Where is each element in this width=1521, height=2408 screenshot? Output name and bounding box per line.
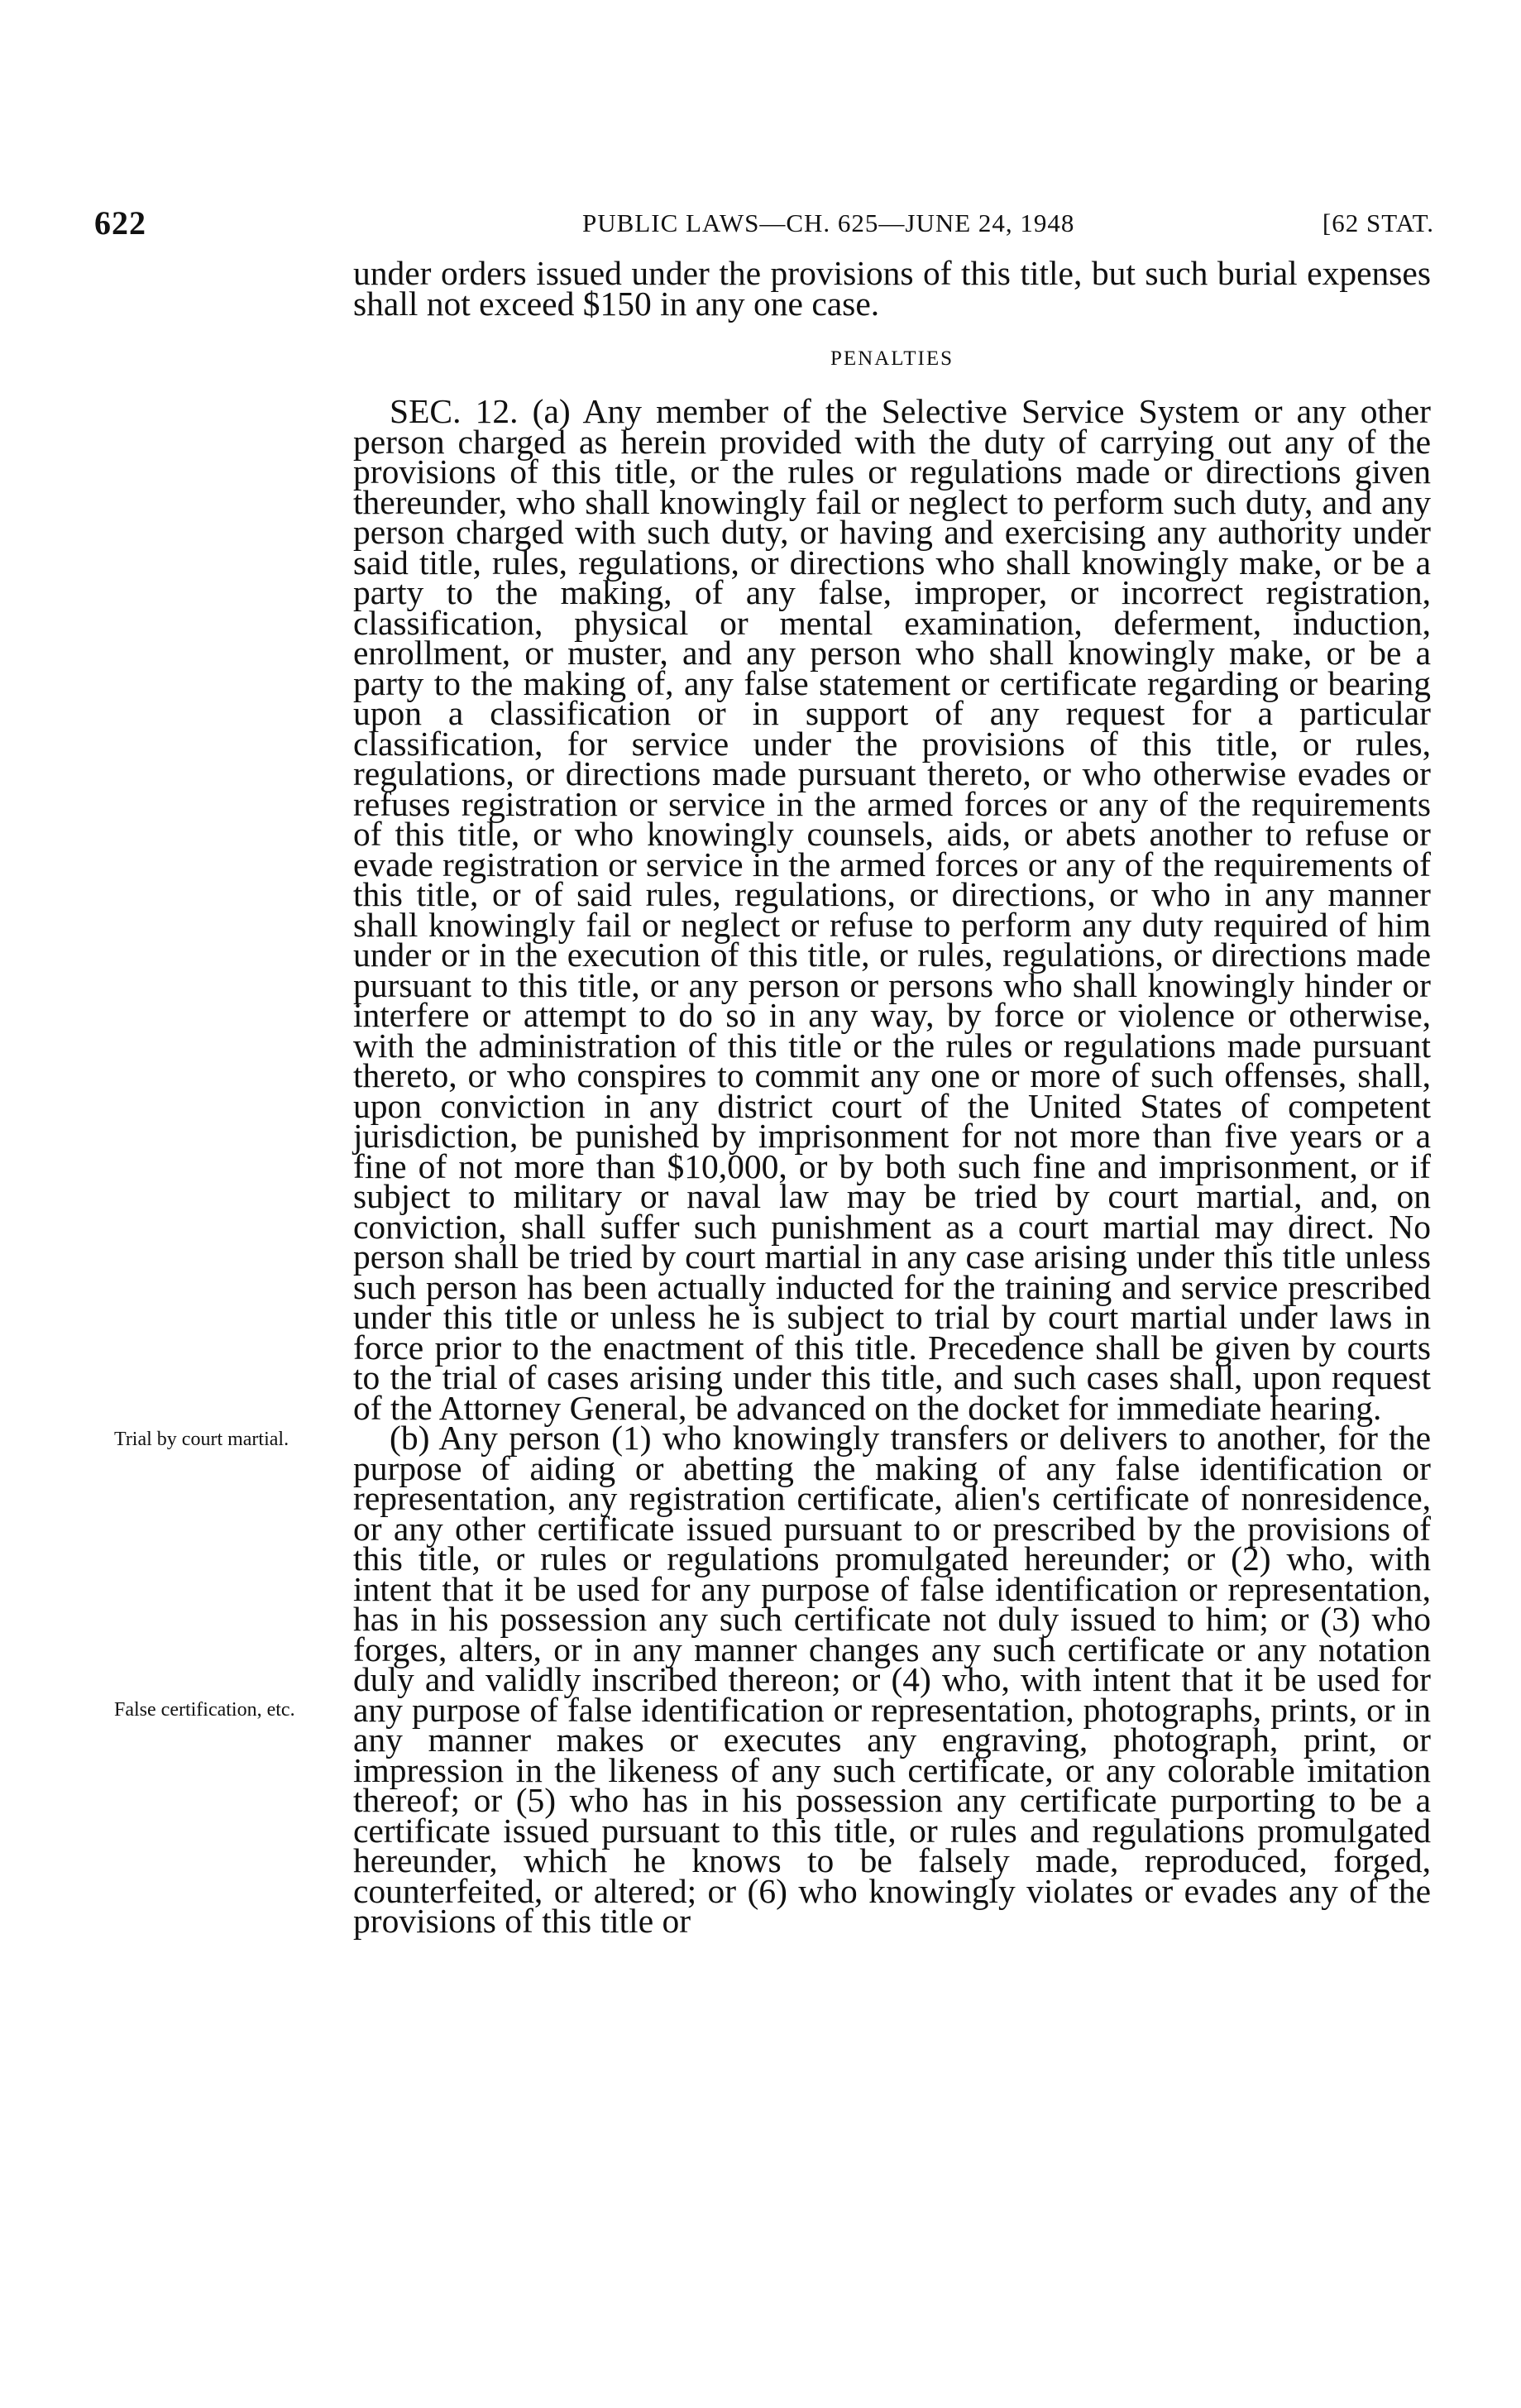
- paragraph-a-text: (a) Any member of the Selective Service System or any other person charged as herein provided with the duty of carrying out any of the provisions of this title, or the rules or regulations made or directions given thereunder, who shall knowingly fail or neglect to perform such duty, and any person charged with such duty, or having and exercising any authority under said title, rules, regulations, or directions who shall knowingly make, or be a party to the making, of any false, improper, or incorrect registration, classification, physical or mental examination, deferment, induction, enrollment, or muster, and any person who shall knowingly make, or be a party to the making of, any false statement or certificate regarding or bearing upon a classification or in support of any request for a particular classification, for service under the provisions of this title, or rules, regulations, or directions made pursuant thereto, or who otherwise evades or refuses registration or service in the armed forces or any of the requirements of this title, or who knowingly counsels, aids, or abets another to refuse or evade registration or service in the armed forces or any of the requirements of this title, or of said rules, regulations, or directions, or who in any manner shall knowingly fail or neglect or refuse to perform any duty required of him under or in the execution of this title, or rules, regulations, or directions made pursuant to this title, or any person or persons who shall knowingly hinder or interfere or attempt to do so in any way, by force or violence or otherwise, with the administration of this title or the rules or regulations made pursuant thereto, or who conspires to commit any one or more of such offenses, shall, upon conviction in any district court of the United States of competent jurisdiction, be punished by imprisonment for not more than five years or a fine of not more than $10,000, or by both such fine and imprisonment, or if subject to military or naval law may be tried by court martial, and, on conviction, shall suffer such punishment as a court martial may direct. No person shall be tried by court martial in any case arising under this title unless such person has been actually inducted for the training and service prescribed under this title or unless he is subject to trial by court martial under laws in force prior to the enactment of this title. Precedence shall be given by courts to the trial of cases arising under this title, and such cases shall, upon request of the Attorney General, be advanced on the docket for immediate hearing.: [353, 392, 1431, 1427]
- statute-reference: [62 STAT.: [1322, 208, 1434, 237]
- marginal-note-false-certification: False certification, etc.: [114, 1699, 295, 1721]
- section-heading: PENALTIES: [830, 347, 954, 370]
- running-head: PUBLIC LAWS—CH. 625—JUNE 24, 1948: [582, 208, 1075, 237]
- section-label: SEC. 12.: [390, 392, 519, 430]
- page-number: 622: [94, 204, 146, 242]
- main-text: [353, 254, 1431, 1940]
- section-12-paragraph-b: (b) Any person (1) who knowingly transfers or delivers to another, for the purpose of aiding or abetting the making of any false identification or representation, any registration certificate, alien's certificate of nonresidence, or any other certificate issued pursuant to or prescribed by the provisions of this title, or rules or regulations promulgated hereunder; or (2) who, with intent that it be used for any purpose of false identification or representation, has in his possession any such certificate not duly issued to him; or (3) who forges, alters, or in any manner changes any such certificate or any notation duly and validly inscribed thereon; or (4) who, with intent that it be used for any purpose of false identification or representation, photographs, prints, or in any manner makes or executes any engraving, photograph, print, or impression in the likeness of any such certificate, or any colorable imitation thereof; or (5) who has in his possession any certificate purporting to be a certificate issued pursuant to this title, or rules and regulations promulgated hereunder, which he knows to be falsely made, reproduced, forged, counterfeited, or altered; or (6) who knowingly violates or evades any of the provisions of this title or: [353, 1419, 1431, 1940]
- page-header: [94, 203, 1434, 245]
- marginal-note-trial: Trial by court martial.: [114, 1429, 289, 1450]
- continuation-paragraph: under orders issued under the provisions of this title, but such burial expenses shall not exceed $150 in any one case.: [353, 254, 1431, 323]
- section-12-paragraph-a: [353, 392, 1431, 1427]
